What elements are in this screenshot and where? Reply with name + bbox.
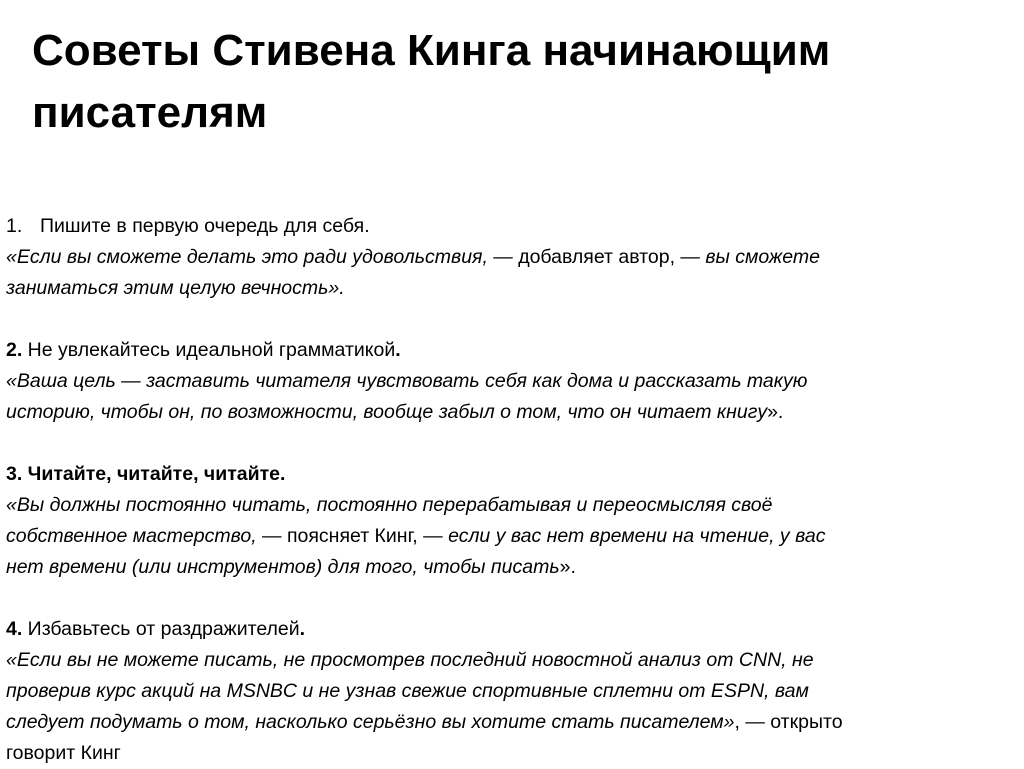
tip-2-quote-line-2 <box>6 397 1016 428</box>
tip-2-heading-text: Не увлекайтесь идеальной грамматикой <box>22 339 396 361</box>
tip-4-quote-line-2: проверив курс акций на MSNBC и не узнав свежие спортивные сплетни от ESPN, вам <box>6 680 809 702</box>
tip-3-quote-line-1: «Вы должны постоянно читать, постоянно перерабатывая и переосмысляя своё <box>6 494 773 516</box>
tip-2-heading <box>6 335 1016 366</box>
tip-1-quote-attribution: — добавляет автор, — <box>487 246 706 268</box>
spacer <box>6 428 1016 459</box>
slide-title-line-1: Советы Стивена Кинга начинающим <box>32 26 831 75</box>
tip-3-heading-text: Читайте, читайте, читайте. <box>22 463 286 485</box>
tip-4-heading-text: Избавьтесь от раздражителей <box>22 618 300 640</box>
tip-4-quote-line-4: говорит Кинг <box>6 742 121 764</box>
tip-3-quote-part: нет времени (или инструментов) для того, чтобы писать <box>6 556 560 578</box>
tip-4-quote-line-3 <box>6 707 1016 738</box>
slide-title-line-2: писателям <box>32 88 268 137</box>
tip-3-heading <box>6 459 1016 490</box>
tip-3-quote-part: собственное мастерство, <box>6 525 257 547</box>
tip-4-heading-period: . <box>299 618 306 640</box>
tip-2-number: 2. <box>6 339 23 361</box>
tip-3-quote-close: ». <box>559 556 576 578</box>
tip-2-quote-line-1: «Ваша цель — заставить читателя чувствовать себя как дома и рассказать такую <box>6 370 808 392</box>
tip-3-quote-line-3 <box>6 552 1016 583</box>
spacer <box>6 304 1016 335</box>
tip-1-heading-text: Пишите в первую очередь для себя. <box>40 215 370 237</box>
tip-4-heading <box>6 614 1016 645</box>
tips-list <box>6 211 1016 769</box>
tip-1-quote-line-2: заниматься этим целую вечность». <box>6 277 345 299</box>
tip-2-quote-close: ». <box>767 401 784 423</box>
spacer <box>6 583 1016 614</box>
tip-1-heading <box>6 211 1016 242</box>
tip-1-quote-part: вы сможете <box>705 246 820 268</box>
tip-3-quote-attribution: — поясняет Кинг, — <box>256 525 449 547</box>
tip-2-quote-part: историю, чтобы он, по возможности, вообще забыл о том, что он читает книгу <box>6 401 768 423</box>
tip-1-quote-line-1 <box>6 242 1016 273</box>
tip-4-quote-line-1: «Если вы не можете писать, не просмотрев последний новостной анализ от CNN, не <box>6 649 814 671</box>
tip-4-quote-attribution: , — открыто <box>734 711 843 733</box>
tip-1-number: 1. <box>6 215 23 237</box>
slide-title <box>32 20 992 144</box>
tip-3-quote-line-2 <box>6 521 1016 552</box>
tip-3-quote-part: если у вас нет времени на чтение, у вас <box>448 525 826 547</box>
tip-2-heading-period: . <box>395 339 401 361</box>
tip-4-number: 4. <box>6 618 23 640</box>
tip-3-number: 3. <box>6 463 23 485</box>
tip-4-quote-part: следует подумать о том, насколько серьёзно вы хотите стать писателем» <box>6 711 735 733</box>
tip-1-quote-part: «Если вы сможете делать это ради удовольствия, <box>6 246 488 268</box>
